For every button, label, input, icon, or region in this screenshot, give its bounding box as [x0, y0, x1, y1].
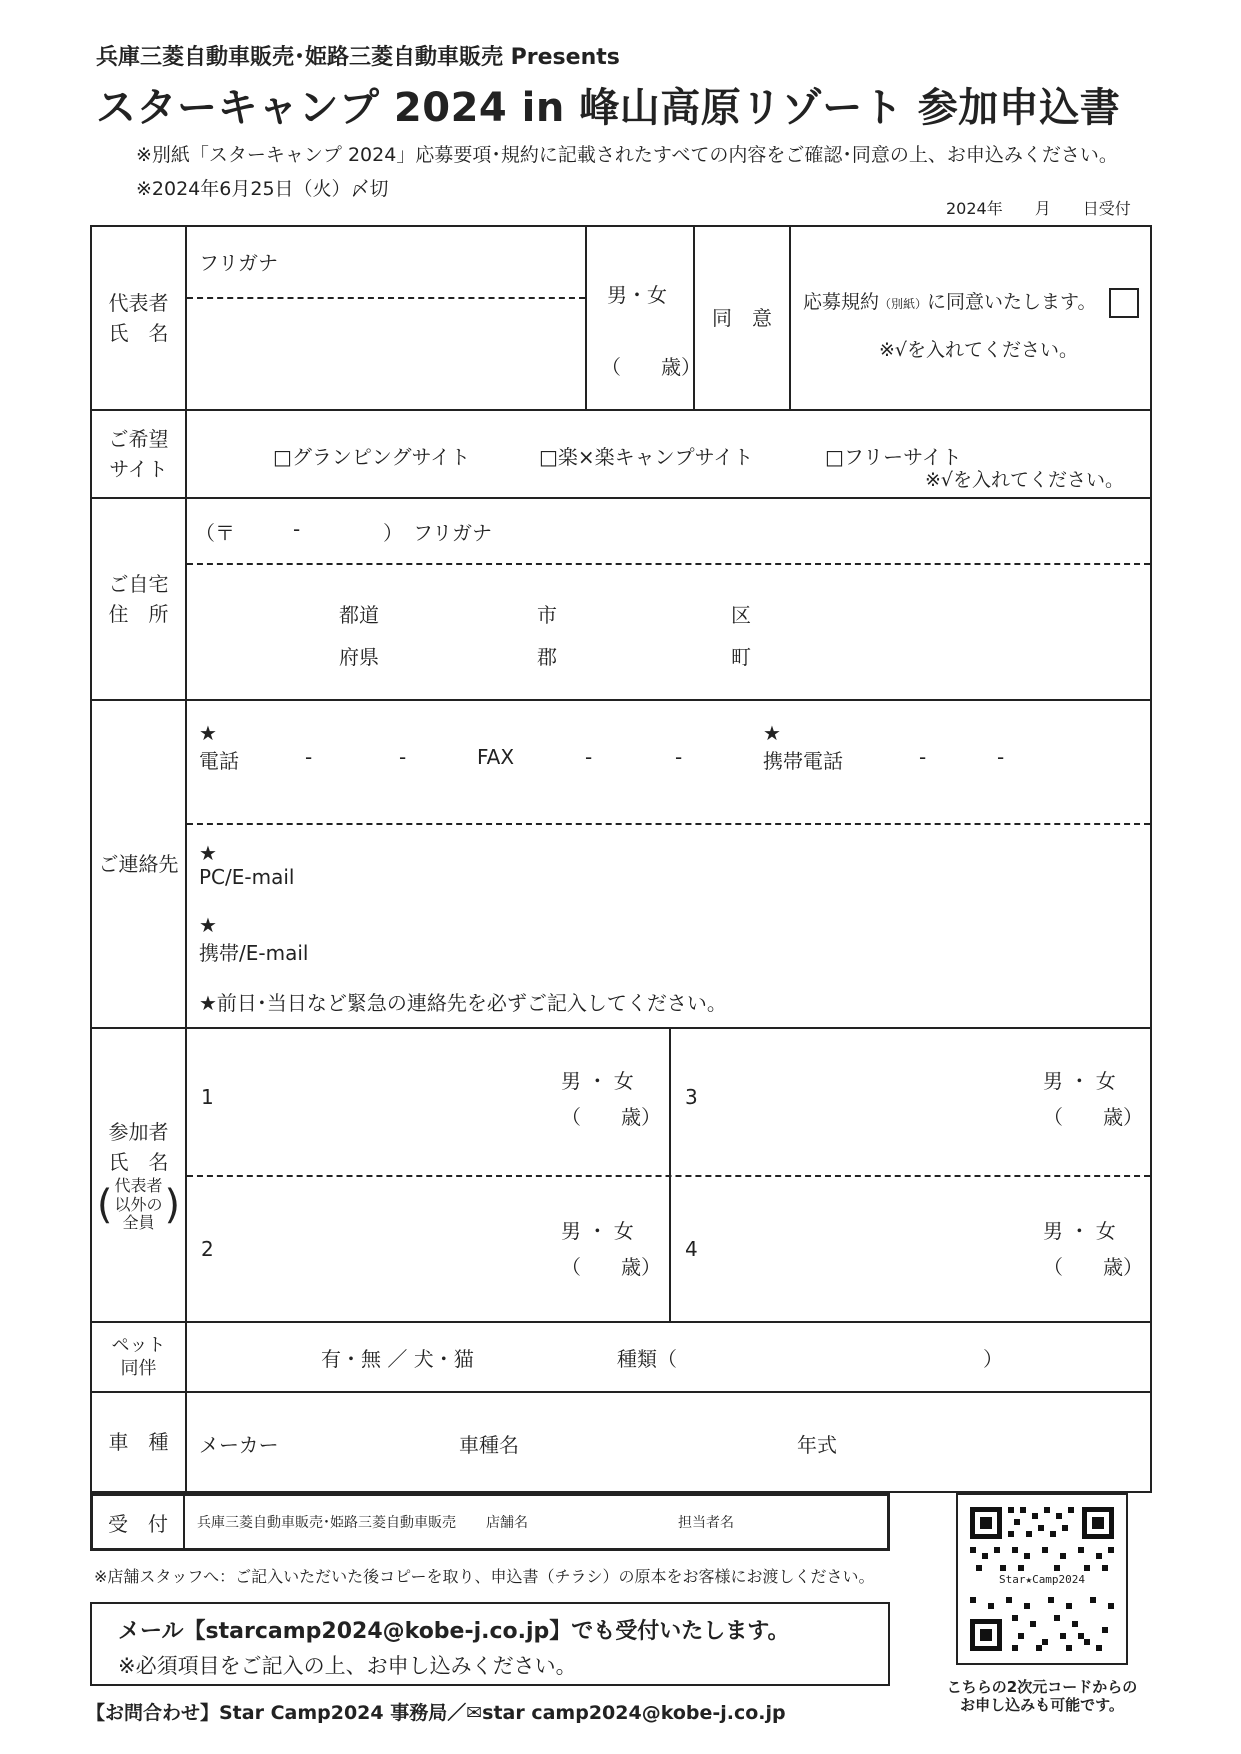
site-row [91, 410, 1151, 498]
qr-code-box[interactable] [956, 1493, 1128, 1665]
participant-slot-1[interactable] [187, 1029, 669, 1175]
gender-choice: 男・女 [607, 283, 667, 307]
address-label-line1: ご自宅 [108, 572, 169, 596]
furigana-divider [187, 297, 585, 299]
participant-number: 3 [685, 1085, 698, 1109]
pet-label-line2: 同伴 [120, 1358, 157, 1379]
participant-slot-3[interactable] [671, 1029, 1241, 1175]
vehicle-label: 車 種 [91, 1392, 186, 1492]
participants-row [91, 1028, 1151, 1322]
terms-note: ※別紙「スターキャンプ 2024」応募要項･規約に記載されたすべての内容をご確認･同意の上、お申込みください。 [136, 144, 1118, 166]
qr-note [936, 1678, 1148, 1714]
postal-close: ） [383, 521, 403, 545]
address-furigana: フリガナ [413, 521, 492, 545]
reception-box [90, 1493, 890, 1551]
reception-staff-label[interactable]: 担当者名 [678, 1515, 734, 1531]
address-cell[interactable] [186, 498, 1151, 700]
phone-label: 電話 [199, 749, 239, 773]
pet-label-line1: ペット [111, 1334, 166, 1356]
contact-label: ご連絡先 [91, 700, 186, 1028]
participant-number: 2 [201, 1237, 214, 1261]
vehicle-row [91, 1392, 1151, 1492]
page-title: スターキャンプ 2024 in 峰山高原リゾート 参加申込書 [96, 85, 1121, 131]
site-options-cell [186, 410, 1151, 498]
reception-store-label[interactable]: 店舗名 [486, 1515, 528, 1531]
contact-divider [187, 823, 1150, 825]
pref-line1: 都道 [339, 603, 379, 627]
consent-text-pre: 応募規約 [803, 291, 880, 313]
participant-gender: 男 ・ 女 [1043, 1069, 1116, 1093]
paren-note-line1: 代表者 [114, 1176, 163, 1196]
deadline-note: ※2024年6月25日（火）〆切 [136, 178, 389, 200]
paren-note-text [112, 1177, 164, 1232]
paren-note-line3: 全員 [122, 1213, 155, 1233]
site-option-glamping[interactable]: □グランピングサイト [273, 445, 471, 469]
phone-dash-1: - [305, 745, 313, 769]
address-label-line2: 住 所 [108, 602, 169, 626]
representative-label [91, 226, 186, 410]
age-field: （ 歳） [601, 355, 701, 379]
participant-gender: 男 ・ 女 [561, 1069, 634, 1093]
participants-paren-note [97, 1177, 180, 1232]
mobile-email-label: 携帯/E-mail [199, 941, 309, 965]
participant-number: 4 [685, 1237, 698, 1261]
mail-line2: ※必須項目をご記入の上、お申し込みください。 [118, 1654, 577, 1678]
paren-note-line2: 以外の [114, 1194, 163, 1214]
fax-label: FAX [477, 745, 515, 769]
consent-label: 同 意 [694, 226, 790, 410]
representative-gender-cell[interactable] [586, 226, 701, 410]
participants-cell [186, 1028, 1151, 1322]
mobile-dash-1: - [919, 745, 927, 769]
participants-label-line1: 参加者 [108, 1120, 169, 1145]
representative-label-line2: 氏 名 [108, 321, 169, 345]
inquiry-line[interactable]: 【お問合わせ】Star Camp2024 事務局／✉star camp2024@kobe-j.co.jp [86, 1702, 786, 1724]
reception-company: 兵庫三菱自動車販売･姫路三菱自動車販売 [197, 1515, 456, 1531]
consent-note: ※√を入れてください。 [879, 339, 1079, 361]
date-received: 2024年 月 日受付 [946, 199, 1131, 218]
participant-age: （ 歳） [1043, 1255, 1143, 1279]
representative-label-line1: 代表者 [108, 291, 169, 315]
ward-line2: 町 [731, 645, 751, 669]
mobile-dash-2: - [997, 745, 1005, 769]
ward-line1: 区 [731, 603, 751, 627]
mobile-star-icon: ★ [763, 721, 781, 745]
pet-type-label: 種類（ [617, 1347, 677, 1371]
qr-note-line1: こちらの2次元コードからの [946, 1678, 1138, 1696]
address-divider [187, 563, 1150, 565]
vehicle-cell[interactable] [186, 1392, 1151, 1492]
representative-name-cell[interactable] [186, 226, 586, 410]
consent-checkbox[interactable] [1109, 288, 1139, 318]
participant-slot-2[interactable] [187, 1175, 669, 1321]
phone-star-icon: ★ [199, 721, 217, 745]
mail-line1: メール【starcamp2024@kobe-j.co.jp】でも受付いたします。 [118, 1619, 790, 1644]
site-label-line1: ご希望 [108, 427, 169, 451]
city-line2: 郡 [537, 645, 557, 669]
pet-options: 有・無 ／ 犬・猫 [321, 1347, 474, 1371]
vehicle-maker-label: メーカー [199, 1433, 279, 1457]
contact-row [91, 700, 1151, 1028]
phone-dash-2: - [399, 745, 407, 769]
paren-right-icon: ) [164, 1181, 181, 1228]
site-option-free[interactable]: □フリーサイト [825, 445, 962, 469]
participant-age: （ 歳） [1043, 1105, 1143, 1129]
qr-note-line2: お申し込みも可能です。 [960, 1696, 1124, 1714]
mobile-phone-label: 携帯電話 [763, 749, 843, 773]
presenter-line: 兵庫三菱自動車販売･姫路三菱自動車販売 Presents [96, 45, 620, 70]
pc-email-label: PC/E-mail [199, 865, 295, 889]
consent-small: （別紙） [879, 297, 928, 311]
vehicle-model-label: 車種名 [459, 1433, 519, 1457]
pref-line2: 府県 [339, 645, 379, 669]
pet-row [91, 1322, 1151, 1392]
consent-cell [790, 226, 1151, 410]
pet-type-close: ） [983, 1347, 1003, 1371]
consent-text [803, 287, 1139, 318]
participants-label [91, 1028, 186, 1322]
participant-age: （ 歳） [561, 1105, 661, 1129]
representative-row [91, 226, 1151, 410]
pc-email-star-icon: ★ [199, 841, 217, 865]
site-option-rakuraku[interactable]: □楽×楽キャンプサイト [539, 445, 754, 469]
qr-caption: Star★Camp2024 [994, 1571, 1090, 1589]
address-label [91, 498, 186, 700]
contact-note: ★前日･当日など緊急の連絡先を必ずご記入してください。 [199, 991, 727, 1015]
application-form-table [90, 225, 1152, 1493]
postal-dash: - [293, 517, 301, 541]
participant-age: （ 歳） [561, 1255, 661, 1279]
city-line1: 市 [537, 603, 557, 627]
furigana-label: フリガナ [199, 251, 278, 275]
mail-box [90, 1602, 890, 1686]
contact-cell[interactable] [186, 700, 1151, 1028]
site-label-line2: サイト [109, 457, 168, 481]
mobile-email-star-icon: ★ [199, 913, 217, 937]
site-note: ※√を入れてください。 [925, 469, 1125, 491]
postal-open: （〒 [195, 521, 235, 545]
pet-label [91, 1322, 186, 1392]
participants-label-line2: 氏 名 [108, 1150, 169, 1175]
vehicle-year-label: 年式 [797, 1433, 837, 1457]
fax-dash-2: - [675, 745, 683, 769]
pet-cell[interactable] [186, 1322, 1151, 1392]
address-row [91, 498, 1151, 700]
participant-slot-4[interactable] [671, 1175, 1241, 1321]
participant-number: 1 [201, 1085, 214, 1109]
consent-text-post: に同意いたします。 [927, 291, 1097, 313]
fax-dash-1: - [585, 745, 593, 769]
staff-note: ※店舗スタッフへ：ご記入いただいた後コピーを取り、申込書（チラシ）の原本をお客様にお渡しください。 [94, 1567, 875, 1586]
participant-gender: 男 ・ 女 [561, 1219, 634, 1243]
site-label [91, 410, 186, 498]
paren-left-icon: ( [96, 1181, 113, 1228]
reception-label: 受 付 [93, 1496, 185, 1548]
participant-gender: 男 ・ 女 [1043, 1219, 1116, 1243]
